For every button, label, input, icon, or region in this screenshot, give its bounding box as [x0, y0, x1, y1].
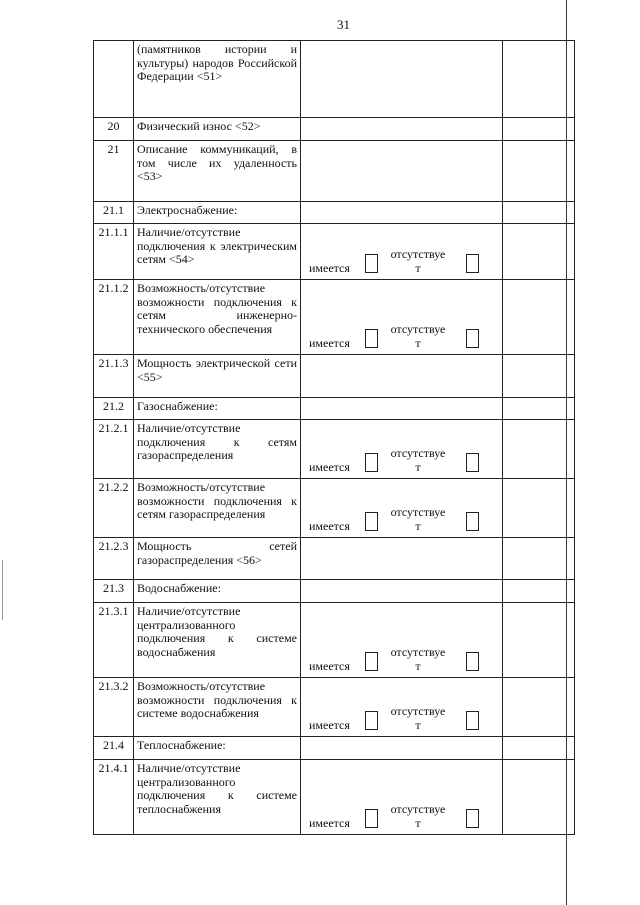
- option-no-label-line2: т: [415, 459, 421, 474]
- option-no-checkbox[interactable]: [466, 652, 479, 671]
- value-cell[interactable]: [301, 141, 503, 202]
- extra-cell[interactable]: [503, 479, 575, 538]
- table-row: [94, 202, 575, 224]
- value-cell: [301, 678, 503, 737]
- option-yes-label: имеется: [309, 717, 350, 732]
- row-description: Возможность/отсутствие возможности подключения к сетям инженерно-технического обеспечения: [134, 280, 301, 355]
- option-no-label-line1: отсутствуе: [390, 322, 446, 336]
- option-no-label-line1: отсутствуе: [390, 802, 446, 816]
- option-no-label-line2: т: [415, 815, 421, 830]
- extra-cell[interactable]: [503, 603, 575, 678]
- table-row: [94, 678, 575, 737]
- option-yes-checkbox[interactable]: [365, 809, 378, 828]
- option-yes-checkbox[interactable]: [365, 512, 378, 531]
- row-description: Мощность электрической сети <55>: [134, 355, 301, 398]
- value-cell: [301, 224, 503, 280]
- extra-cell[interactable]: [503, 538, 575, 580]
- row-description: Описание коммуникаций, в том числе их удаленность <53>: [134, 141, 301, 202]
- property-description-table: [93, 40, 575, 835]
- row-number: 21: [94, 141, 134, 202]
- value-cell[interactable]: [301, 202, 503, 224]
- extra-cell[interactable]: [503, 737, 575, 760]
- table-row: [94, 760, 575, 835]
- extra-cell[interactable]: [503, 678, 575, 737]
- option-yes-label: имеется: [309, 658, 350, 673]
- option-yes-label: имеется: [309, 260, 350, 275]
- option-no-label-line1: отсутствуе: [390, 446, 446, 460]
- extra-cell[interactable]: [503, 41, 575, 118]
- option-no-label: [386, 323, 450, 350]
- row-description: (памятников истории и культуры) народов Российской Федерации <51>: [134, 41, 301, 118]
- value-cell[interactable]: [301, 118, 503, 141]
- value-cell[interactable]: [301, 398, 503, 420]
- extra-cell[interactable]: [503, 224, 575, 280]
- option-no-label-line1: отсутствуе: [390, 704, 446, 718]
- extra-cell[interactable]: [503, 580, 575, 603]
- page-number: 31: [337, 17, 350, 32]
- row-description: Наличие/отсутствие подключения к электрическим сетям <54>: [134, 224, 301, 280]
- row-number: 21.1: [94, 202, 134, 224]
- option-yes-checkbox[interactable]: [365, 652, 378, 671]
- option-no-label: [386, 705, 450, 732]
- option-no-label-line1: отсутствуе: [390, 645, 446, 659]
- extra-cell[interactable]: [503, 141, 575, 202]
- row-description: Физический износ <52>: [134, 118, 301, 141]
- value-cell[interactable]: [301, 355, 503, 398]
- row-description: Наличие/отсутствие подключения к сетям газораспределения: [134, 420, 301, 479]
- option-no-checkbox[interactable]: [466, 711, 479, 730]
- table-row: [94, 479, 575, 538]
- table-row: [94, 603, 575, 678]
- option-no-label-line2: т: [415, 260, 421, 275]
- row-description: Возможность/отсутствие возможности подключения к сетям газораспределения: [134, 479, 301, 538]
- option-no-label: [386, 506, 450, 533]
- table-row: [94, 737, 575, 760]
- option-yes-checkbox[interactable]: [365, 711, 378, 730]
- table-row: [94, 41, 575, 118]
- value-cell: [301, 420, 503, 479]
- row-number: 21.2.3: [94, 538, 134, 580]
- row-description: Электроснабжение:: [134, 202, 301, 224]
- row-number: 21.1.3: [94, 355, 134, 398]
- table-row: [94, 280, 575, 355]
- option-no-label-line1: отсутствуе: [390, 247, 446, 261]
- row-description: Мощность сетей газораспределения <56>: [134, 538, 301, 580]
- extra-cell[interactable]: [503, 280, 575, 355]
- value-cell[interactable]: [301, 737, 503, 760]
- option-no-label: [386, 447, 450, 474]
- value-cell[interactable]: [301, 41, 503, 118]
- option-yes-label: имеется: [309, 335, 350, 350]
- row-number: 21.3.2: [94, 678, 134, 737]
- row-number: 21.1.1: [94, 224, 134, 280]
- option-no-label-line2: т: [415, 335, 421, 350]
- option-yes-checkbox[interactable]: [365, 453, 378, 472]
- option-no-checkbox[interactable]: [466, 809, 479, 828]
- option-no-label: [386, 646, 450, 673]
- option-no-checkbox[interactable]: [466, 453, 479, 472]
- extra-cell[interactable]: [503, 760, 575, 835]
- option-no-label-line2: т: [415, 717, 421, 732]
- row-number: 21.2.1: [94, 420, 134, 479]
- option-yes-checkbox[interactable]: [365, 254, 378, 273]
- option-no-label-line2: т: [415, 518, 421, 533]
- scan-margin-line-left: [2, 560, 3, 620]
- option-no-label-line1: отсутствуе: [390, 505, 446, 519]
- table-row: [94, 141, 575, 202]
- row-description: Газоснабжение:: [134, 398, 301, 420]
- row-number: 21.2.2: [94, 479, 134, 538]
- extra-cell[interactable]: [503, 398, 575, 420]
- row-description: Наличие/отсутствие централизованного подключения к системе теплоснабжения: [134, 760, 301, 835]
- option-yes-label: имеется: [309, 459, 350, 474]
- row-description: Теплоснабжение:: [134, 737, 301, 760]
- table-row: [94, 398, 575, 420]
- row-description: Водоснабжение:: [134, 580, 301, 603]
- row-number: 21.4.1: [94, 760, 134, 835]
- table-row: [94, 355, 575, 398]
- row-number: 21.4: [94, 737, 134, 760]
- option-no-label: [386, 248, 450, 275]
- option-no-checkbox[interactable]: [466, 254, 479, 273]
- row-number: 21.3.1: [94, 603, 134, 678]
- table-row: [94, 224, 575, 280]
- option-yes-checkbox[interactable]: [365, 329, 378, 348]
- row-number: 21.3: [94, 580, 134, 603]
- value-cell[interactable]: [301, 580, 503, 603]
- value-cell: [301, 603, 503, 678]
- option-no-label: [386, 803, 450, 830]
- value-cell: [301, 479, 503, 538]
- table-row: [94, 420, 575, 479]
- row-number: 21.2: [94, 398, 134, 420]
- option-yes-label: имеется: [309, 518, 350, 533]
- row-description: Наличие/отсутствие централизованного подключения к системе водоснабжения: [134, 603, 301, 678]
- value-cell: [301, 760, 503, 835]
- option-no-label-line2: т: [415, 658, 421, 673]
- extra-cell[interactable]: [503, 355, 575, 398]
- extra-cell[interactable]: [503, 118, 575, 141]
- option-yes-label: имеется: [309, 815, 350, 830]
- extra-cell[interactable]: [503, 420, 575, 479]
- extra-cell[interactable]: [503, 202, 575, 224]
- value-cell[interactable]: [301, 538, 503, 580]
- row-description: Возможность/отсутствие возможности подключения к системе водоснабжения: [134, 678, 301, 737]
- value-cell: [301, 280, 503, 355]
- row-number: [94, 41, 134, 118]
- row-number: 21.1.2: [94, 280, 134, 355]
- option-no-checkbox[interactable]: [466, 512, 479, 531]
- table-row: [94, 538, 575, 580]
- row-number: 20: [94, 118, 134, 141]
- option-no-checkbox[interactable]: [466, 329, 479, 348]
- table-row: [94, 118, 575, 141]
- table-row: [94, 580, 575, 603]
